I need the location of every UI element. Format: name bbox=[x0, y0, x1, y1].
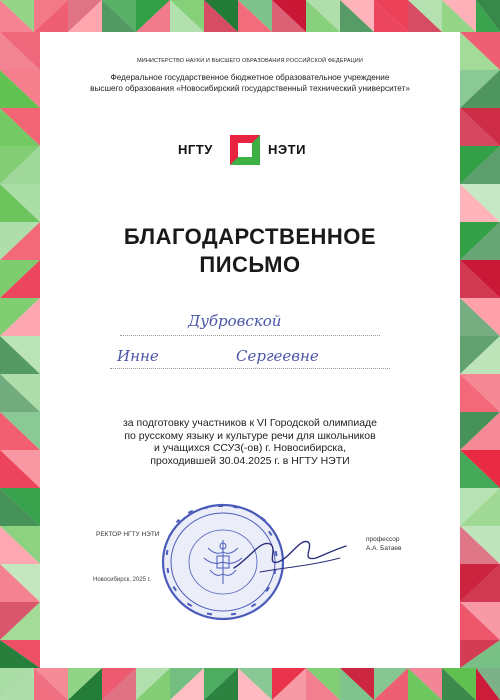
institution-name bbox=[60, 72, 440, 94]
recipient-patronymic: Сергеевне bbox=[236, 347, 319, 365]
signer-block bbox=[366, 535, 401, 553]
title-line-1: БЛАГОДАРСТВЕННОЕ bbox=[123, 224, 377, 249]
university-logo bbox=[0, 133, 500, 173]
recipient-surname: Дубровской bbox=[188, 312, 282, 330]
rector-label: РЕКТОР НГТУ НЭТИ bbox=[96, 531, 160, 538]
handwritten-signature-icon bbox=[230, 528, 350, 580]
ngtu-square-logo-icon bbox=[230, 135, 260, 165]
signer-name: А.А. Батаев bbox=[366, 545, 402, 552]
body-line-3: и учащихся ССУЗ(-ов) г. Новосибирска, bbox=[153, 442, 347, 454]
name-line bbox=[110, 368, 390, 370]
gratitude-text bbox=[60, 417, 440, 467]
surname-line bbox=[120, 335, 380, 337]
title-line-2: ПИСЬМО bbox=[199, 252, 301, 277]
institution-line-2: высшего образования «Новосибирский государственный технический университет» bbox=[90, 84, 410, 93]
signer-title: профессор bbox=[366, 536, 400, 543]
body-line-1: за подготовку участников к VI Городской олимпиаде bbox=[122, 417, 378, 429]
body-line-4: проходившей 30.04.2025 г. в НГТУ НЭТИ bbox=[150, 454, 350, 467]
ministry-line: МИНИСТЕРСТВО НАУКИ И ВЫСШЕГО ОБРАЗОВАНИЯ РОССИЙСКОЙ ФЕДЕРАЦИИ bbox=[137, 58, 363, 64]
logo-text-left: НГТУ bbox=[178, 142, 213, 157]
institution-line-1: Федеральное государственное бюджетное образовательное учреждение bbox=[110, 73, 390, 82]
body-line-2: по русскому языку и культуре речи для школьников bbox=[124, 429, 376, 442]
document-title bbox=[40, 223, 460, 279]
logo-text-right: НЭТИ bbox=[268, 142, 306, 157]
city-date: Новосибирск, 2025 г. bbox=[93, 577, 151, 583]
recipient-first-name: Инне bbox=[117, 347, 159, 365]
